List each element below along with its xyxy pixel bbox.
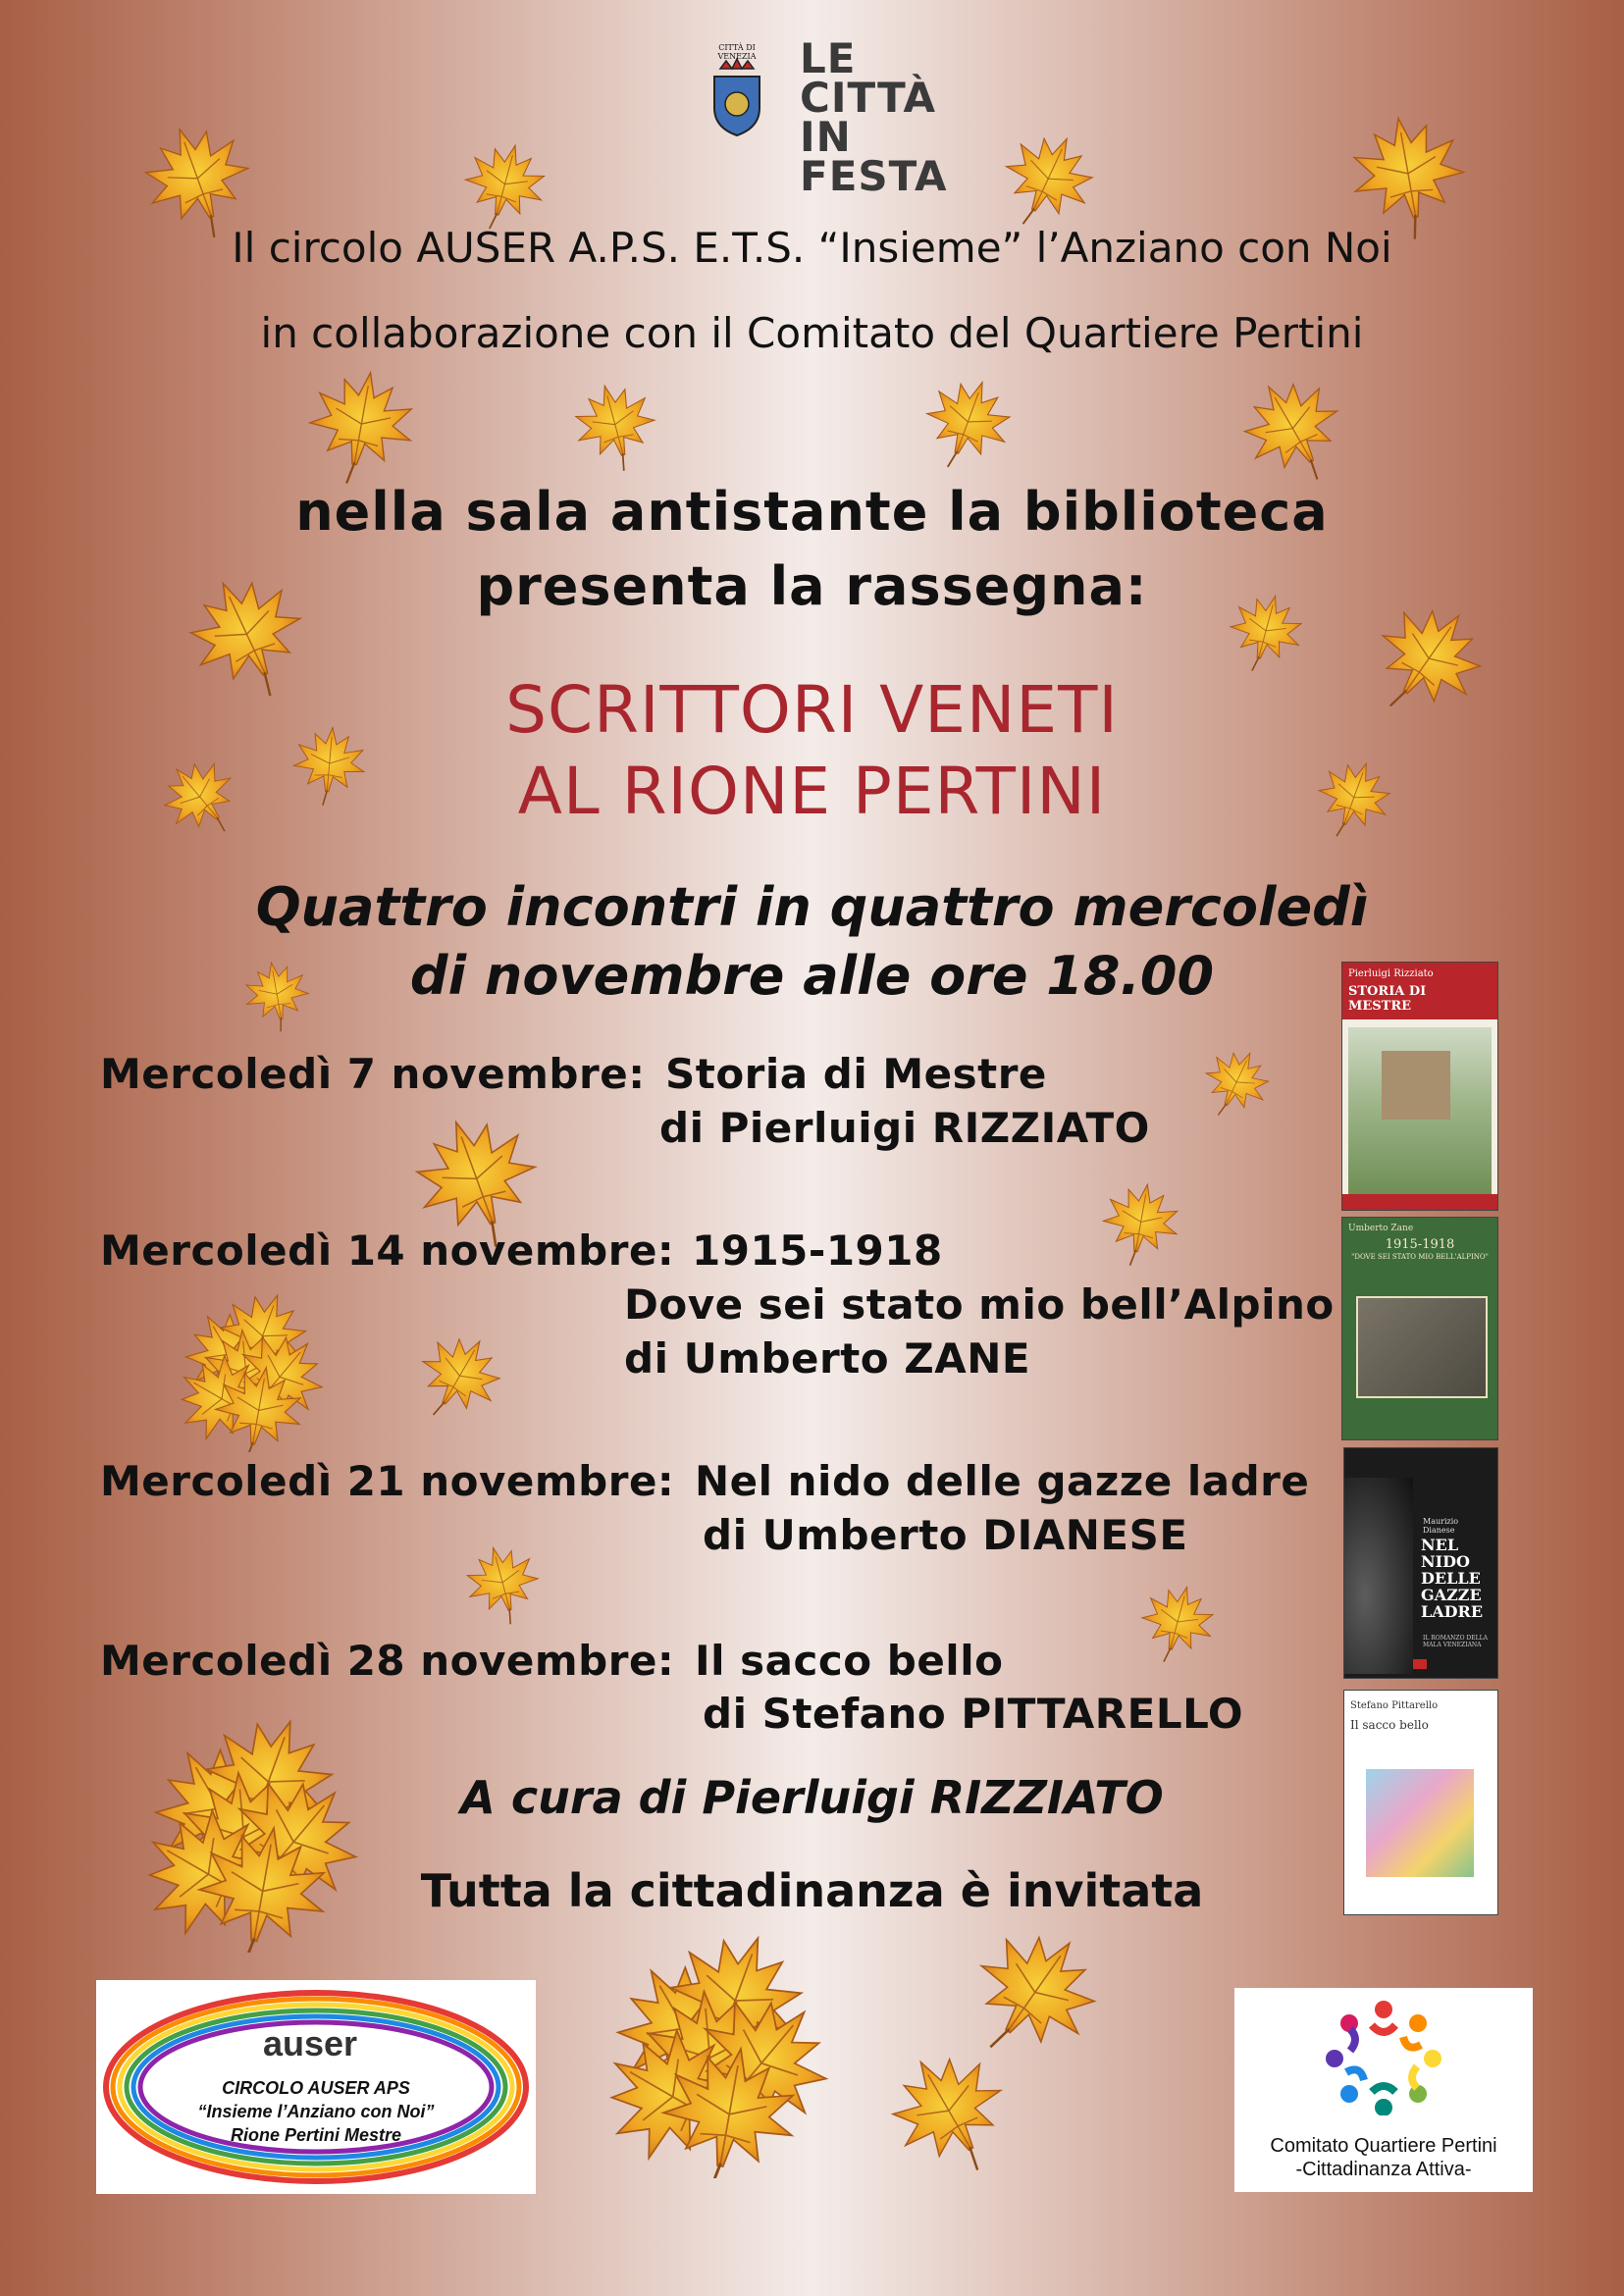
invitation-line: Tutta la cittadinanza è invitata bbox=[420, 1864, 1204, 1917]
venue-line-1: nella sala antistante la biblioteca bbox=[295, 481, 1329, 543]
book-cover-sacco-bello: Stefano Pittarello Il sacco bello bbox=[1343, 1690, 1498, 1915]
comitato-line-1: Comitato Quartiere Pertini bbox=[1270, 2135, 1497, 2157]
le-citta-in-festa-logo bbox=[707, 34, 948, 206]
maple-leaf-icon bbox=[461, 1540, 550, 1629]
maple-leaf-icon bbox=[1202, 1045, 1281, 1123]
event-2-subtitle: Dove sei stato mio bell’Alpino bbox=[624, 1280, 1335, 1329]
event-3-title: Nel nido delle gazze ladre bbox=[695, 1457, 1310, 1505]
maple-leaf-icon bbox=[417, 1330, 515, 1428]
comitato-line-2: -Cittadinanza Attiva- bbox=[1295, 2159, 1472, 2180]
leaf-bouquet-icon bbox=[589, 1923, 844, 2178]
intro-line-1: Il circolo AUSER A.P.S. E.T.S. “Insieme” l’Anziano con Noi bbox=[232, 224, 1392, 272]
maple-leaf-icon bbox=[1099, 1177, 1192, 1271]
event-1-date: Mercoledì 7 novembre: bbox=[100, 1050, 646, 1098]
maple-leaf-icon bbox=[1236, 373, 1354, 491]
event-title-line-2: AL RIONE PERTINI bbox=[517, 754, 1107, 829]
maple-leaf-icon bbox=[883, 2046, 1021, 2183]
event-4-author: di Stefano PITTARELLO bbox=[703, 1690, 1244, 1738]
festa-wordmark: LE CITTÀ IN FESTA bbox=[800, 34, 948, 200]
auser-line-1: CIRCOLO AUSER APS bbox=[222, 2078, 410, 2098]
event-1-author: di Pierluigi RIZZIATO bbox=[659, 1104, 1150, 1152]
event-4-date: Mercoledì 28 novembre: bbox=[100, 1637, 675, 1685]
event-2-date: Mercoledì 14 novembre: bbox=[100, 1226, 675, 1275]
leaf-bouquet-icon bbox=[167, 1285, 334, 1452]
maple-leaf-icon bbox=[922, 373, 1025, 476]
maple-leaf-icon bbox=[569, 378, 667, 476]
auser-brand: auser bbox=[263, 2023, 358, 2063]
maple-leaf-icon bbox=[1001, 128, 1109, 235]
event-4-title: Il sacco bello bbox=[695, 1637, 1004, 1685]
event-2-title: 1915-1918 bbox=[692, 1226, 943, 1275]
intro-line-2: in collaborazione con il Comitato del Quartiere Pertini bbox=[260, 309, 1364, 357]
venue-line-2: presenta la rassegna: bbox=[476, 555, 1148, 617]
maple-leaf-icon bbox=[461, 137, 559, 235]
event-title-line-1: SCRITTORI VENETI bbox=[505, 672, 1119, 748]
curator-line: A cura di Pierluigi RIZZIATO bbox=[460, 1771, 1164, 1824]
event-2-author: di Umberto ZANE bbox=[624, 1334, 1031, 1383]
subtitle-line-1: Quattro incontri in quattro mercoledì bbox=[255, 876, 1369, 938]
auser-logo bbox=[96, 1980, 536, 2194]
comitato-logo bbox=[1234, 1988, 1533, 2192]
book-cover-1915-1918: Umberto Zane 1915-1918 "DOVE SEI STATO MIO BELL'ALPINO" bbox=[1341, 1217, 1498, 1440]
crest-label: CITTÀ DI VENEZIA bbox=[717, 43, 757, 61]
book-cover-gazze-ladre: Maurizio Dianese NEL NIDO DELLE GAZZE LADRE IL ROMANZO DELLA MALA VENEZIANA bbox=[1343, 1447, 1498, 1679]
event-1-title: Storia di Mestre bbox=[665, 1050, 1047, 1098]
maple-leaf-icon bbox=[304, 363, 432, 491]
maple-leaf-icon bbox=[1138, 1580, 1227, 1668]
auser-line-2: “Insieme l’Anziano con Noi” bbox=[197, 2102, 435, 2121]
book-cover-storia-di-mestre: Pierluigi Rizziato STORIA DI MESTRE bbox=[1341, 962, 1498, 1211]
auser-line-3: Rione Pertini Mestre bbox=[230, 2125, 402, 2145]
people-circle-icon bbox=[1234, 1988, 1533, 2115]
event-3-date: Mercoledì 21 novembre: bbox=[100, 1457, 675, 1505]
event-3-author: di Umberto DIANESE bbox=[703, 1511, 1188, 1559]
subtitle-line-2: di novembre alle ore 18.00 bbox=[409, 945, 1215, 1007]
